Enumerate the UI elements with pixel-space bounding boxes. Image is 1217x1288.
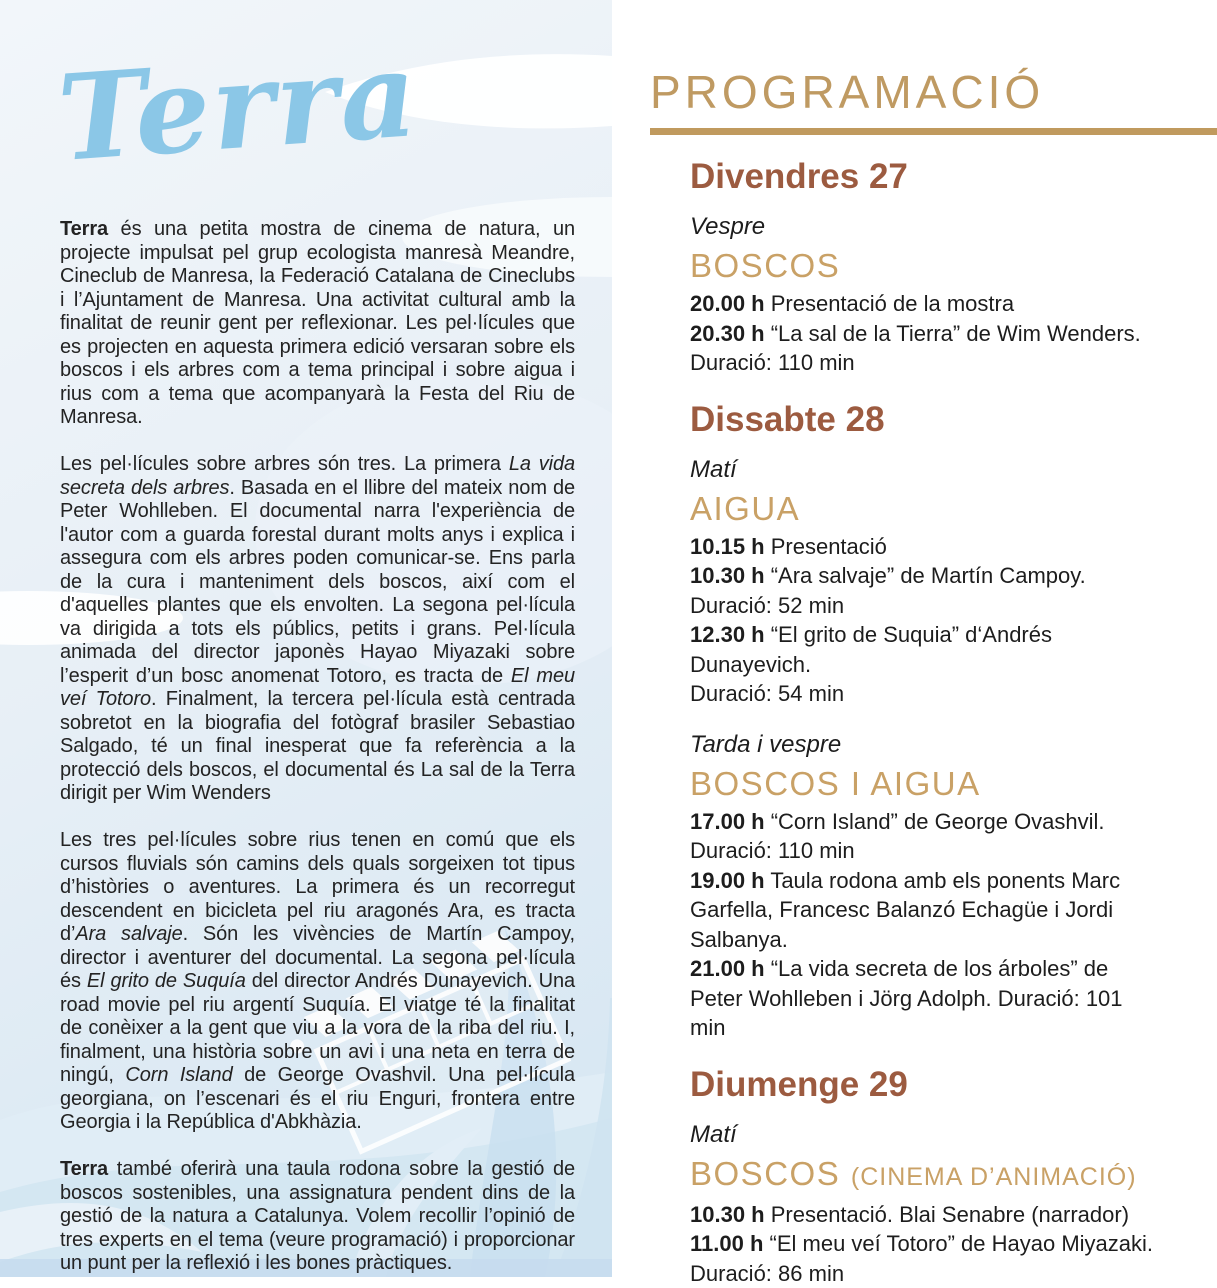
schedule-line bbox=[690, 1259, 1159, 1288]
bold-text: 11.00 h bbox=[690, 1231, 763, 1256]
text: Presentació bbox=[765, 534, 887, 559]
text: “La sal de la Tierra” de Wim Wenders. bbox=[765, 321, 1141, 346]
session-block bbox=[690, 731, 1159, 1043]
text: Duració: 52 min bbox=[690, 593, 844, 618]
title-rule bbox=[650, 128, 1217, 135]
schedule-line bbox=[690, 679, 1159, 709]
theme-heading bbox=[690, 490, 1159, 528]
italic-text: La vida secreta dels arbres bbox=[60, 453, 575, 499]
theme-name: BOSCOS I AIGUA bbox=[690, 765, 981, 802]
schedule-line bbox=[690, 561, 1159, 591]
session-block bbox=[690, 1121, 1159, 1288]
daypart-label: Vespre bbox=[690, 213, 1159, 241]
program-panel bbox=[612, 0, 1217, 1277]
program-days bbox=[612, 157, 1217, 1288]
daypart-label: Matí bbox=[690, 456, 1159, 484]
bold-text: 10.15 h bbox=[690, 534, 765, 559]
bold-text: 20.30 h bbox=[690, 321, 765, 346]
schedule-line bbox=[690, 836, 1159, 866]
text: també oferirà una taula rodona sobre la gestió de boscos sostenibles, una assignatura pendent dins de la gestió de la natura a Catalunya. Volem recollir l’opinió de tres experts en el tema (veure programació) i proporcionar un punt per la reflexió i les bones pràctiques. bbox=[60, 1158, 575, 1274]
text: del director Andrés Dunayevich. Una road movie pel riu argentí Suquía. El viatge té la finalitat de conèixer a la gent que viu a la vora de la riba del riu. I, finalment, una història sobre un avi i una neta en terra de ningú, bbox=[60, 970, 575, 1086]
theme-name: BOSCOS bbox=[690, 1155, 840, 1192]
daypart-label: Matí bbox=[690, 1121, 1159, 1149]
bold-text: Terra bbox=[60, 218, 108, 240]
schedule-line bbox=[690, 620, 1159, 679]
text: Les pel·lícules sobre arbres són tres. La primera bbox=[60, 453, 509, 475]
session-block bbox=[690, 213, 1159, 378]
bold-text: 10.30 h bbox=[690, 1202, 765, 1227]
bold-text: 20.00 h bbox=[690, 291, 765, 316]
text: . Basada en el llibre del mateix nom de Peter Wohlleben. El documental narra l'experiència de l'autor com a guarda forestal durant molts anys i explica i assegura com els arbres poden comunicar-se. Ens parla de la cura i manteniment dels boscos, així com el d'aquelles plantes que els envolten. La segona pel·lícula va dirigida a tots els públics, petits i grans. Pel·lícula animada del director japonès Hayao Miyazaki sobre l’esperit d’un bosc anomenat Totoro, es tracta de bbox=[60, 477, 575, 687]
intro-paragraphs bbox=[60, 218, 575, 1276]
text: “Ara salvaje” de Martín Campoy. bbox=[765, 563, 1086, 588]
paragraph bbox=[60, 1158, 575, 1276]
text: Taula rodona amb els ponents Marc Garfella, Francesc Balanzó Echagüe i Jordi Salbanya. bbox=[690, 868, 1120, 952]
session-block bbox=[690, 456, 1159, 709]
theme-name: BOSCOS bbox=[690, 247, 840, 284]
theme-name: AIGUA bbox=[690, 490, 800, 527]
text: “Corn Island” de George Ovashvil. bbox=[765, 809, 1105, 834]
italic-text: El meu veí Totoro bbox=[60, 665, 575, 711]
text: Presentació. Blai Senabre (narrador) bbox=[765, 1202, 1129, 1227]
italic-text: Corn Island bbox=[125, 1064, 232, 1086]
text: Duració: 54 min bbox=[690, 681, 844, 706]
theme-heading bbox=[690, 1155, 1159, 1196]
paragraph bbox=[60, 829, 575, 1135]
schedule-line bbox=[690, 1200, 1159, 1230]
italic-text: Ara salvaje bbox=[75, 923, 182, 945]
text: “El grito de Suquia” d‘Andrés Dunayevich. bbox=[690, 622, 1052, 677]
schedule-line bbox=[690, 1229, 1159, 1259]
bold-text: 17.00 h bbox=[690, 809, 765, 834]
day-heading: Diumenge 29 bbox=[690, 1065, 1159, 1105]
text: “La vida secreta de los árboles” de Peter Wohlleben i Jörg Adolph. Duració: 101 min bbox=[690, 956, 1123, 1040]
intro-panel bbox=[0, 0, 612, 1277]
schedule-line bbox=[690, 954, 1159, 1043]
daypart-label: Tarda i vespre bbox=[690, 731, 1159, 759]
bold-text: Terra bbox=[60, 1158, 108, 1180]
text: . Són les vivències de Martín Campoy, director i aventurer del documental. La segona pel·lícula és bbox=[60, 923, 575, 992]
bold-text: 19.00 h bbox=[690, 868, 765, 893]
schedule-lines bbox=[690, 1200, 1159, 1288]
text: és una petita mostra de cinema de natura, un projecte impulsat pel grup ecologista manresà Meandre, Cineclub de Manresa, la Federació Catalana de Cineclubs i l’Ajuntament de Manresa. Una activitat cultural amb la finalitat de reunir gent per reflexionar. Les pel·lícules que es projecten en aquesta primera edició versaran sobre els boscos i els arbres com a tema principal i sobre aigua i rius com a tema que acompanyarà la Festa del Riu de Manresa. bbox=[60, 218, 575, 428]
schedule-line bbox=[690, 866, 1159, 955]
schedule-line bbox=[690, 807, 1159, 837]
schedule-line bbox=[690, 591, 1159, 621]
bold-text: 12.30 h bbox=[690, 622, 765, 647]
day-heading: Dissabte 28 bbox=[690, 400, 1159, 440]
text: Duració: 110 min bbox=[690, 350, 855, 375]
text: Les tres pel·lícules sobre rius tenen en comú que els cursos fluvials són camins dels quals sorgeixen tot tipus d’històries o aventures. La primera és un recorregut descendent en bicicleta pel riu aragonés Ara, es tracta d’ bbox=[60, 829, 575, 945]
text: Presentació de la mostra bbox=[765, 291, 1014, 316]
program-day bbox=[690, 1065, 1159, 1288]
theme-heading bbox=[690, 247, 1159, 285]
schedule-line bbox=[690, 319, 1159, 349]
schedule-line bbox=[690, 348, 1159, 378]
bold-text: 21.00 h bbox=[690, 956, 765, 981]
bold-text: 10.30 h bbox=[690, 563, 765, 588]
schedule-line bbox=[690, 289, 1159, 319]
italic-text: El grito de Suquía bbox=[87, 970, 246, 992]
schedule-lines bbox=[690, 807, 1159, 1043]
intro-content bbox=[0, 44, 612, 1276]
terra-logo: Terra bbox=[54, 8, 578, 198]
schedule-lines bbox=[690, 289, 1159, 378]
schedule-lines bbox=[690, 532, 1159, 709]
text: . Finalment, la tercera pel·lícula està centrada sobretot en la biografia del fotògraf brasiler Sebastiao Salgado, té un final inesperat que fa referència a la protecció dels boscos, el documental és La sal de la Terra dirigit per Wim Wenders bbox=[60, 688, 575, 804]
theme-heading bbox=[690, 765, 1159, 803]
text: Duració: 86 min bbox=[690, 1261, 844, 1286]
day-heading: Divendres 27 bbox=[690, 157, 1159, 197]
paragraph bbox=[60, 453, 575, 806]
paragraph bbox=[60, 218, 575, 430]
text: de George Ovashvil. Una pel·lícula georgiana, on l’escenari és el riu Enguri, frontera entre Georgia i la República d'Abkhàzia. bbox=[60, 1064, 575, 1133]
program-title: PROGRAMACIÓ bbox=[612, 0, 1217, 118]
program-day bbox=[690, 400, 1159, 1043]
text: “El meu veí Totoro” de Hayao Miyazaki. bbox=[763, 1231, 1153, 1256]
program-day bbox=[690, 157, 1159, 378]
schedule-line bbox=[690, 532, 1159, 562]
text: Duració: 110 min bbox=[690, 838, 855, 863]
theme-note: (CINEMA D’ANIMACIÓ) bbox=[851, 1163, 1137, 1191]
